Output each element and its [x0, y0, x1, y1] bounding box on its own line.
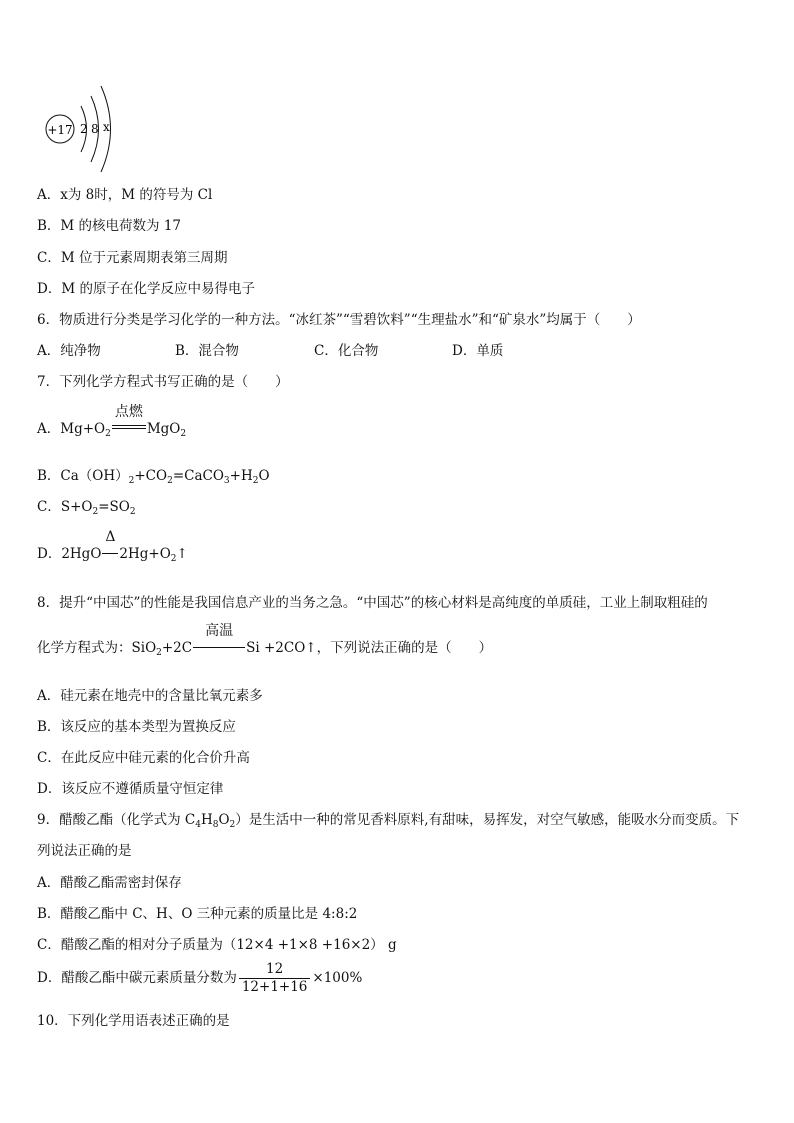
q6-option-b: B．混合物 [175, 343, 239, 359]
reaction-condition-heat: Δ [102, 545, 118, 563]
q6-option-d: D．单质 [452, 343, 504, 359]
shell-2-electrons: 8 [91, 122, 99, 136]
q9-option-d: D．醋酸乙酯中碳元素质量分数为 $\frac{12}{12+1+16}$ ×100% [37, 961, 363, 995]
nucleus-charge: +17 [47, 123, 73, 137]
q6-stem: 6．物质进行分类是学习化学的一种方法。“冰红茶”“雪碧饮料”“生理盐水”和“矿泉水”均属于（ ） [37, 312, 641, 328]
shell-1-electrons: 2 [80, 122, 88, 136]
q6-option-a: A．纯净物 [37, 343, 101, 359]
q8-option-a: A．硅元素在地壳中的含量比氧元素多 [37, 688, 263, 704]
reaction-condition-ignite: 点燃 [112, 420, 146, 438]
q9-option-c: C．醋酸乙酯的相对分子质量为（12×4 +1×8 +16×2） g [37, 937, 397, 953]
atom-structure-svg [40, 80, 120, 180]
reaction-condition-high-temp: 高温 [193, 639, 245, 657]
q10-stem: 10．下列化学用语表述正确的是 [37, 1013, 230, 1029]
q7-option-c: C．$S+O_2=SO_2$ [37, 499, 136, 517]
q9-option-b: B．醋酸乙酯中 C、H、O 三种元素的质量比是 4:8:2 [37, 906, 358, 922]
shell-3-electrons: x [103, 120, 110, 134]
q6-options [37, 342, 503, 360]
atom-structure-diagram [40, 80, 120, 184]
q5-option-c: C．M 位于元素周期表第三周期 [37, 250, 228, 266]
q7-option-d: D．2HgO Δ $2Hg+O_2↑$ [37, 529, 188, 564]
q5-option-b: B．M 的核电荷数为 17 [37, 218, 182, 234]
q9-stem-line1: 9．醋酸乙酯（化学式为 $C_4H_8O_2$）是生活中一种的常见香料原料,有甜味，易挥发，对空气敏感，能吸水分而变质。下 [37, 812, 740, 830]
q7-option-b: B．$Ca(OH)_2+CO_2=CaCO_3+H_2O$ [37, 468, 270, 486]
q8-option-c: C．在此反应中硅元素的化合价升高 [37, 750, 250, 766]
q6-option-c: C．化合物 [314, 343, 379, 359]
q9-stem-line2: 列说法正确的是 [37, 843, 132, 859]
q9-option-a: A．醋酸乙酯需密封保存 [37, 875, 182, 891]
q8-option-d: D．该反应不遵循质量守恒定律 [37, 781, 224, 797]
q7-stem: 7．下列化学方程式书写正确的是（ ） [37, 374, 289, 390]
q5-option-d: D．M 的原子在化学反应中易得电子 [37, 281, 255, 297]
q5-option-a: A．x为 8时，M 的符号为 Cl [37, 187, 213, 203]
q8-option-b: B．该反应的基本类型为置换反应 [37, 719, 236, 735]
q7-option-a: A．$Mg+O_2$ 点燃 MgO$_2$ [37, 404, 187, 439]
q8-stem-line1: 8．提升“中国芯”的性能是我国信息产业的当务之急。“中国芯”的核心材料是高纯度的单质硅，工业上制取粗硅的 [37, 595, 708, 611]
q8-stem-line2: 化学方程式为：SiO$_2$+2C 高温 Si +2CO↑，下列说法正确的是（ ） [37, 623, 493, 658]
mass-fraction: $\frac{12}{12+1+16}$ [239, 961, 311, 996]
